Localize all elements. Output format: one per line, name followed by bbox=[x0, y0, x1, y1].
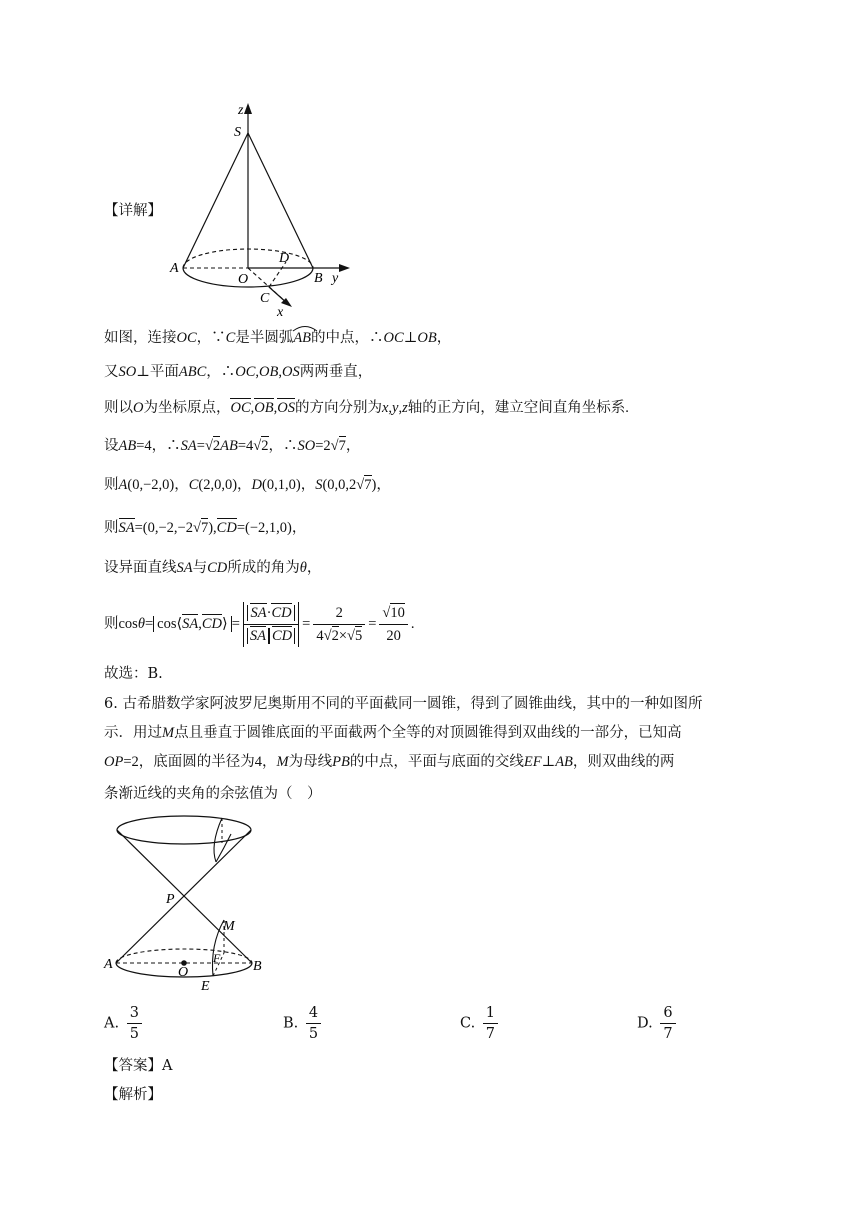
solution-line-3: 则以O为坐标原点，OC,OB,OS的方向分别为x,y,z轴的正方向，建立空间直角坐标系. bbox=[104, 400, 629, 416]
previous-answer: 故选：B. bbox=[104, 666, 163, 682]
question-line-4: 条渐近线的夹角的余弦值为（ ） bbox=[104, 786, 322, 802]
label-A: A bbox=[170, 261, 179, 276]
label-M: M bbox=[223, 919, 235, 934]
solution-line-5: 则A(0,−2,0)，C(2,0,0)，D(0,1,0)，S(0,0,2√7)， bbox=[104, 477, 391, 493]
label-B: B bbox=[314, 271, 323, 286]
solution-line-4: 设AB=4，∴SA=√2AB=4√2，∴SO=2√7， bbox=[104, 438, 361, 454]
solution-line-6: 则SA=(0,−2,−2√7),CD=(−2,1,0)， bbox=[104, 520, 307, 536]
solution-line-1: 如图，连接OC，∵C是半圆弧AB 的中点，∴OC⊥OB， bbox=[104, 328, 451, 348]
question-line-3: OP=2，底面圆的半径为4，M为母线PB的中点，平面与底面的交线EF⊥AB，则双曲线的两 bbox=[104, 754, 675, 770]
solution-line-7: 设异面直线SA与CD所成的角为θ， bbox=[104, 560, 322, 576]
label-B2: B bbox=[253, 959, 262, 974]
analysis-heading: 【解析】 bbox=[104, 1087, 162, 1103]
double-cone-figure bbox=[100, 810, 280, 1000]
solution-line-2: 又SO⊥平面ABC，∴OC,OB,OS两两垂直， bbox=[104, 364, 373, 380]
option-a[interactable]: A. $\frac{3}{5}$ bbox=[104, 1003, 145, 1044]
label-D: D bbox=[279, 251, 290, 266]
label-C: C bbox=[260, 291, 270, 306]
cone-axes-figure bbox=[160, 100, 360, 320]
label-O: O bbox=[238, 272, 249, 287]
option-b[interactable]: B. $\frac{4}{5}$ bbox=[283, 1003, 324, 1044]
option-c[interactable]: C. $\frac{1}{7}$ bbox=[460, 1003, 501, 1044]
label-z: z bbox=[238, 103, 244, 118]
label-E: E bbox=[201, 979, 210, 994]
label-S: S bbox=[234, 125, 241, 140]
label-P: P bbox=[166, 892, 175, 907]
question-line-1: 6. 古希腊数学家阿波罗尼奥斯用不同的平面截同一圆锥，得到了圆锥曲线，其中的一种如图所 bbox=[104, 696, 703, 712]
label-O2: O bbox=[178, 965, 189, 980]
question-line-2: 示．用过M点且垂直于圆锥底面的平面截两个全等的对顶圆锥得到双曲线的一部分，已知高 bbox=[104, 725, 682, 741]
label-F: F bbox=[213, 951, 221, 965]
label-A2: A bbox=[104, 957, 113, 972]
label-y: y bbox=[332, 271, 339, 286]
answer-line: 【答案】A bbox=[104, 1058, 173, 1074]
detail-heading: 【详解】 bbox=[104, 203, 162, 219]
label-x: x bbox=[277, 305, 284, 320]
option-d[interactable]: D. $\frac{6}{7}$ bbox=[637, 1003, 679, 1044]
solution-line-8: 则cosθ= cos⟨SA,CD⟩ = $\frac{SA\cdot CD}{\text{SA CD}}$ = $\frac{2}{4√2\times√5}$ = $\frac{√10}{20}$ . bbox=[104, 594, 415, 654]
